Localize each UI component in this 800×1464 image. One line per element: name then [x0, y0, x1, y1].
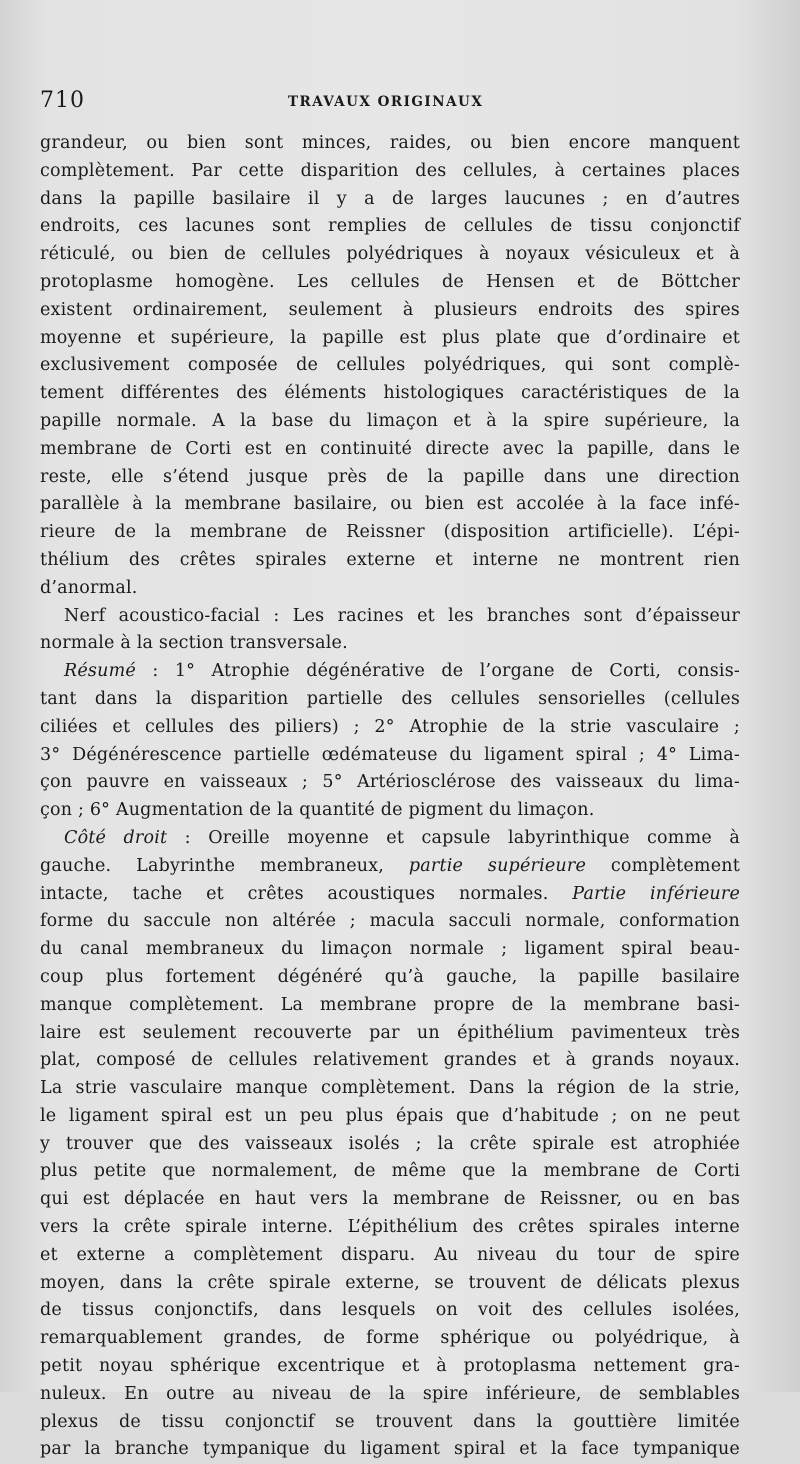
line-text: Nerf acoustico-facial : Les racines et les branches sont d’épaisseur — [64, 605, 740, 626]
text-line — [40, 1158, 740, 1186]
line-text: laire est seulement recouverte par un épithélium pavimenteux très — [40, 1022, 740, 1043]
line-text: petit noyau sphérique excentrique et à protoplasma nettement gra- — [40, 1356, 740, 1377]
text-line — [40, 1409, 740, 1437]
line-text: et externe a complètement disparu. Au niveau du tour de spire — [40, 1244, 740, 1265]
line-text: existent ordinairement, seulement à plusieurs endroits des spires — [40, 299, 740, 320]
text-line — [40, 1270, 740, 1298]
text-line — [40, 603, 740, 631]
text-line — [40, 1020, 740, 1048]
page-number: 710 — [40, 88, 85, 113]
text-line — [40, 686, 740, 714]
text-line — [40, 130, 740, 158]
text-line — [40, 491, 740, 519]
text-line — [40, 519, 740, 547]
line-text: plexus de tissu conjonctif se trouvent dans la gouttière limitée — [40, 1411, 740, 1432]
line-text: moyenne et supérieure, la papille est plus plate que d’ordinaire et — [40, 327, 740, 348]
line-text: endroits, ces lacunes sont remplies de cellules de tissu conjonctif — [40, 216, 740, 237]
italic-run: Résumé — [64, 661, 136, 682]
running-head: TRAVAUX ORIGINAUX — [288, 94, 484, 110]
line-text: tement différentes des éléments histologiques caractéristiques de la — [40, 383, 740, 404]
text-line — [40, 213, 740, 241]
line-text: du canal membraneux du limaçon normale ; ligament spiral beau- — [40, 939, 740, 960]
text-line — [40, 1075, 740, 1103]
text-line — [40, 186, 740, 214]
text-line — [40, 380, 740, 408]
text-line — [40, 825, 740, 853]
line-text: remarquablement grandes, de forme sphérique ou polyédrique, à — [40, 1328, 740, 1349]
text-line — [40, 992, 740, 1020]
text-line — [40, 297, 740, 325]
text-line — [40, 908, 740, 936]
line-text: parallèle à la membrane basilaire, ou bien est accolée à la face infé- — [40, 494, 740, 515]
line-text: protoplasme homogène. Les cellules de Hensen et de Böttcher — [40, 271, 740, 292]
italic-run: Partie inférieure — [572, 883, 741, 904]
text-line — [40, 714, 740, 742]
line-text: le ligament spiral est un peu plus épais que d’habitude ; on ne peut — [40, 1105, 740, 1126]
text-line — [40, 769, 740, 797]
text-line — [40, 881, 740, 909]
line-text: ciliées et cellules des piliers) ; 2° Atrophie de la strie vasculaire ; — [40, 716, 740, 737]
text-line — [40, 436, 740, 464]
text-line — [40, 936, 740, 964]
text-line — [40, 1353, 740, 1381]
line-text: : 1° Atrophie dégénérative de l’organe de Corti, consis- — [135, 661, 740, 682]
line-text: papille normale. A la base du limaçon et à la spire supérieure, la — [40, 410, 740, 431]
text-line — [40, 742, 740, 770]
line-text: dans la papille basilaire il y a de larges laucunes ; en d’autres — [40, 188, 740, 209]
text-line — [40, 352, 740, 380]
text-line — [40, 547, 740, 575]
line-text: rieure de la membrane de Reissner (disposition artificielle). L’épi- — [40, 522, 740, 543]
text-line — [40, 158, 740, 186]
line-text: complètement — [586, 855, 740, 876]
text-line — [40, 797, 740, 825]
text-line — [40, 964, 740, 992]
line-text: plus petite que normalement, de même que la membrane de Corti — [40, 1161, 740, 1182]
italic-run: Côté droit — [64, 827, 168, 848]
line-text: y trouver que des vaisseaux isolés ; la crête spirale est atrophiée — [40, 1133, 740, 1154]
line-text: La strie vasculaire manque complètement. Dans la région de la strie, — [40, 1078, 740, 1099]
line-text: de tissus conjonctifs, dans lesquels on voit des cellules isolées, — [40, 1300, 740, 1321]
text-line — [40, 1381, 740, 1409]
line-text: vers la crête spirale interne. L’épithélium des crêtes spirales interne — [40, 1217, 740, 1238]
line-text: intacte, tache et crêtes acoustiques normales. — [40, 883, 549, 904]
text-line — [40, 1242, 740, 1270]
body-text — [40, 130, 740, 1464]
text-line — [40, 658, 740, 686]
line-text: normale à la section transversale. — [40, 633, 348, 654]
line-text: 3° Dégénérescence partielle œdémateuse du ligament spiral ; 4° Lima- — [40, 744, 740, 765]
line-text: par la branche tympanique du ligament spiral et la face tympanique — [40, 1439, 740, 1460]
line-text: reste, elle s’étend jusque près de la papille dans une direction — [40, 466, 740, 487]
page-header — [40, 88, 740, 118]
line-text: gauche. Labyrinthe membraneux, — [40, 855, 385, 876]
text-line — [40, 1214, 740, 1242]
text-line — [40, 1047, 740, 1075]
text-line — [40, 1297, 740, 1325]
line-text: coup plus fortement dégénéré qu’à gauche, la papille basilaire — [40, 966, 740, 987]
text-line — [40, 1436, 740, 1464]
text-line — [40, 575, 740, 603]
text-line — [40, 630, 740, 658]
line-text: d’anormal. — [40, 577, 138, 598]
line-text: thélium des crêtes spirales externe et interne ne montrent rien — [40, 549, 740, 570]
line-text: moyen, dans la crête spirale externe, se trouvent de délicats plexus — [40, 1272, 740, 1293]
italic-run: partie supérieure — [408, 855, 587, 876]
line-text: exclusivement composée de cellules polyédriques, qui sont complè- — [40, 355, 740, 376]
text-line — [40, 853, 740, 881]
text-line — [40, 1103, 740, 1131]
line-text: nuleux. En outre au niveau de la spire inférieure, de semblables — [40, 1383, 740, 1404]
text-line — [40, 1325, 740, 1353]
text-line — [40, 464, 740, 492]
line-text: : Oreille moyenne et capsule labyrinthique comme à — [167, 827, 740, 848]
text-line — [40, 241, 740, 269]
line-text: forme du saccule non altérée ; macula sacculi normale, conformation — [40, 911, 740, 932]
line-text: qui est déplacée en haut vers la membrane de Reissner, ou en bas — [40, 1189, 740, 1210]
line-text: réticulé, ou bien de cellules polyédriques à noyaux vésiculeux et à — [40, 244, 740, 265]
line-text: plat, composé de cellules relativement grandes et à grands noyaux. — [40, 1050, 740, 1071]
text-line — [40, 325, 740, 353]
line-text: çon pauvre en vaisseaux ; 5° Artériosclérose des vaisseaux du lima- — [40, 772, 740, 793]
line-text: grandeur, ou bien sont minces, raides, ou bien encore manquent — [40, 133, 740, 153]
line-text: tant dans la disparition partielle des cellules sensorielles (cellules — [40, 688, 740, 709]
text-line — [40, 408, 740, 436]
text-line — [40, 1186, 740, 1214]
text-line — [40, 1131, 740, 1159]
line-text: manque complètement. La membrane propre de la membrane basi- — [40, 994, 740, 1015]
text-line — [40, 269, 740, 297]
line-text: complètement. Par cette disparition des cellules, à certaines places — [40, 160, 740, 181]
line-text: membrane de Corti est en continuité directe avec la papille, dans le — [40, 438, 740, 459]
line-text: çon ; 6° Augmentation de la quantité de pigment du limaçon. — [40, 800, 595, 821]
